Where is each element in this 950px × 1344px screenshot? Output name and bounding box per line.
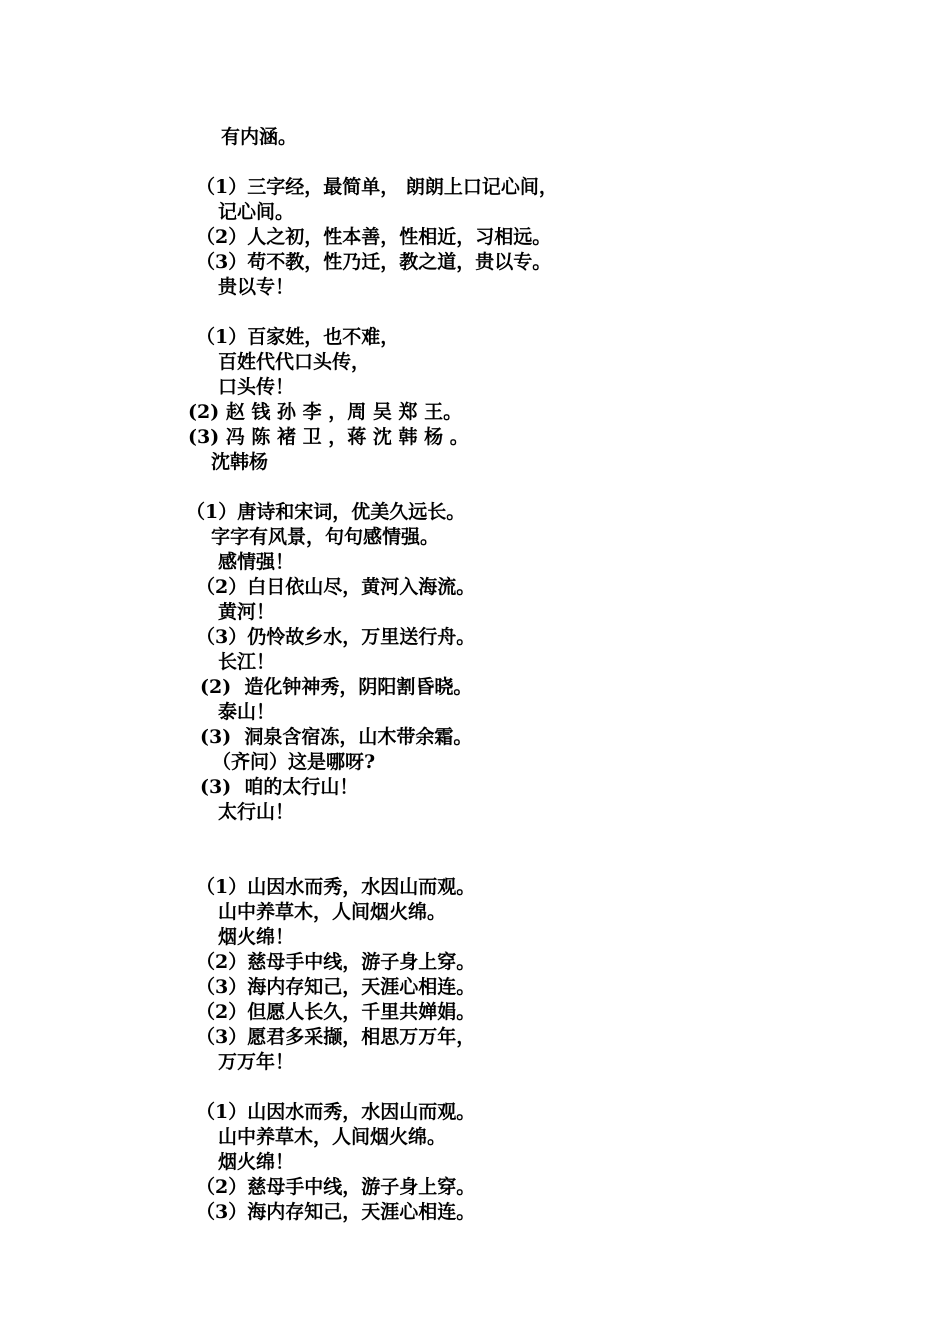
text-line: (3) 洞泉含宿冻，山木带余霜。 [200, 726, 473, 748]
text-line: （2）白日依山尽，黄河入海流。 [196, 576, 476, 598]
text-line: （1）百家姓，也不难， [196, 326, 400, 348]
text-line: （3）苟不教，性乃迁，教之道，贵以专。 [196, 251, 552, 273]
text-line: 烟火绵！ [218, 926, 295, 948]
text-line: 感情强！ [218, 551, 295, 573]
text-line: 泰山！ [218, 701, 276, 723]
text-line: 万万年！ [218, 1051, 295, 1073]
text-line: 烟火绵！ [218, 1151, 295, 1173]
text-line: （齐问）这是哪呀? [212, 751, 376, 773]
text-line: 贵以专！ [218, 276, 295, 298]
text-line: 山中养草木，人间烟火绵。 [218, 901, 447, 923]
text-line: (3) 咱的太行山！ [200, 776, 359, 798]
text-line: (2) 造化钟神秀，阴阳割昏晓。 [200, 676, 473, 698]
text-line: （2）慈母手中线，游子身上穿。 [196, 951, 476, 973]
text-line: 长江！ [218, 651, 276, 673]
text-line: （1）三字经，最简单， 朗朗上口记心间， [196, 176, 558, 198]
text-line: （1）山因水而秀，水因山而观。 [196, 876, 476, 898]
text-line: （1）山因水而秀，水因山而观。 [196, 1101, 476, 1123]
text-line: （3）愿君多采撷，相思万万年， [196, 1026, 476, 1048]
text-line: （3）仍怜故乡水，万里送行舟。 [196, 626, 476, 648]
text-line: (2) 赵 钱 孙 李 ，周 吴 郑 王。 [188, 401, 463, 423]
text-line: （1）唐诗和宋词，优美久远长。 [186, 501, 466, 523]
text-line: (3) 冯 陈 褚 卫 ，蒋 沈 韩 杨 。 [188, 426, 469, 448]
text-line: （2）但愿人长久，千里共婵娟。 [196, 1001, 476, 1023]
text-line: 山中养草木，人间烟火绵。 [218, 1126, 447, 1148]
text-line: （3）海内存知己，天涯心相连。 [196, 976, 476, 998]
text-line: （2）慈母手中线，游子身上穿。 [196, 1176, 476, 1198]
text-line: 记心间。 [218, 201, 295, 223]
text-line: 太行山！ [218, 801, 295, 823]
text-line: 沈韩杨 [211, 451, 269, 473]
text-line: 黄河！ [218, 601, 276, 623]
text-line: 口头传！ [218, 376, 295, 398]
text-line: 字字有风景，句句感情强。 [211, 526, 440, 548]
text-line: （3）海内存知己，天涯心相连。 [196, 1201, 476, 1223]
text-line: 有内涵。 [221, 126, 298, 148]
text-line: （2）人之初，性本善，性相近，习相远。 [196, 226, 552, 248]
text-line: 百姓代代口头传， [218, 351, 371, 373]
